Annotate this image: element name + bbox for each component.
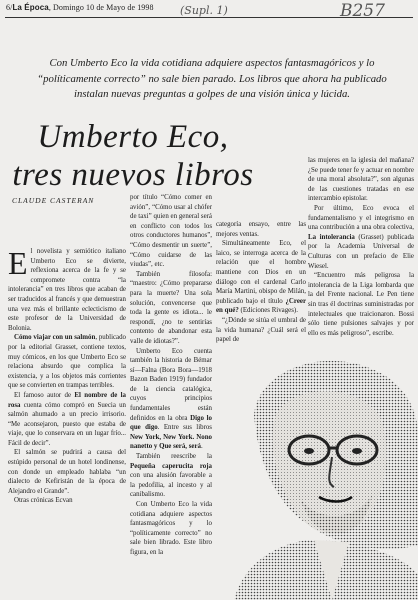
paragraph: El famoso autor de El nombre de la rosa cuenta cómo compró en Suecia un salmón ahumado a un precio irrisorio. “Me aconsejaron, puesto que estaba de viaje, que lo conservara en un lugar frío... Fácil de decir”. [8,391,126,447]
paragraph: Con Umberto Eco la vida cotidiana adquiere aspectos fantasmagóricos y lo “políticamente correcto” no sale bien librado. Este libro figura, en la [130,501,212,556]
paragraph: El novelista y semiótico italiano Umberto Eco se divierte, reflexiona acerca de la fe y se compromete contra “la intolerancia” en tres libros que acaban de ser traducidos al francés y que demuestran una vez más el brillante eclecticismo de este profesor de la Universidad de Bolonia. [8,245,126,332]
page-header [6,3,154,12]
newspaper-name: La Época [12,3,49,12]
issue-date: , Domingo 10 de Mayo de 1998 [48,3,154,12]
paragraph: Otras crónicas Ecvan [14,497,73,505]
paragraph: “Encuentro más peligrosa la intolerancia de la Liga lombarda que la del Frente nacional. Le Pen tiene sin tras él doctrinas suministradas por intelectuales que traicionaron. Bossi sólo tiene pulsiones salvajes y por ello es más peligroso”, escribe. [308,272,414,337]
article-column-1 [8,247,126,506]
drop-cap: E [8,245,28,281]
page-prefix: 6/ [6,3,13,12]
article-column-2 [130,193,212,558]
header-rule [5,17,413,18]
handwritten-note: (Supl. 1) [180,4,228,17]
paragraph: por título “Cómo comer en avión”, “Cómo usar al chófer de taxi” quien en general será en conflicto con todos los otros conductores humanos”, “Cómo desmentir un suerte”, “Cómo cuidarse de las viudas”, etc. [130,194,212,269]
paragraph: categoría ensayo, entre las mejores ventas. [216,221,306,238]
paragraph: Umberto Eco cuenta también la historia de Bémar sí—Falna (Bora Bora—1918 Bazon Baden 1919) fundador de la ciencia catalógica, cuyos principios fundamentales están definidos en la obra Digo lo que digo. Entre sus libros New York, New York. Nono nanetto y Que será, será. [130,347,212,451]
article-column-3 [216,220,306,345]
byline: CLAUDE CASTERAN [12,196,95,205]
paragraph: El salmón se pudrirá a causa del estúpido personal de un hotel londinense, con donde un empleado hablaba “un dialecto de Kefiristán de la época de Alejandro el Grande”. [8,449,126,495]
author-portrait-photo [214,345,418,600]
article-column-4 [308,156,414,338]
paragraph: Por último, Eco evoca el fundamentalismo y el integrismo en una contribución a una obra colectiva, La intolerancia (Grasset) publicada por la Academia Universal de Culturas con un prefacio de Elie Wiesel. [308,204,414,270]
handwritten-code: B257 [340,1,385,21]
article-title: Umberto Eco, tres nuevos libros [12,119,254,193]
paragraph: las mujeres en la iglesia del mañana? ¿Se puede tener fe y actuar en nombre de una moral absoluta?”, son algunas de las cuestiones tratadas en ese intercambio epistolar. [308,157,414,203]
article-lede: Con Umberto Eco la vida cotidiana adquiere aspectos fantasmagóricos y lo “políticamente correcto” no sale bien parado. Los libros que ahora ha publicado instalan nuevas preguntas a golpes de una visión única y lúcida. [37,57,387,100]
paragraph: Cómo viajar con un salmón, publicado por la editorial Grasset, contiene textos, muy cómicos, en los que Umberto Eco se relaciona absurdo que complica la existencia, y a los objetos más corrientes que se convierten en trampas terribles. [8,334,126,390]
paragraph: También reescribe la Pequeña caperucita roja con una alusión favorable a la pedofilia, al incesto y al canibalismo. [130,453,212,499]
paragraph: “¿Dónde se sitúa el umbral de la vida humana? ¿Cuál será el papel de [216,316,306,344]
paragraph: Simultáneamente Eco, el laico, se interroga acerca de la relación que el hombre mantiene con Dios en un diálogo con el cardenal Carlo María Martini, obispo de Milán, publicado bajo el título ¿Creer en qué? (Ediciones Rivages). [216,240,306,315]
paragraph: También filosofa: “maestro: ¿Cómo prepararse para la muerte? Una sola solución, convencerse que toda la gente es idiota... le respondí, ¿no te sentirías contento de abandonar esta valle de idiotas?”. [130,270,212,345]
